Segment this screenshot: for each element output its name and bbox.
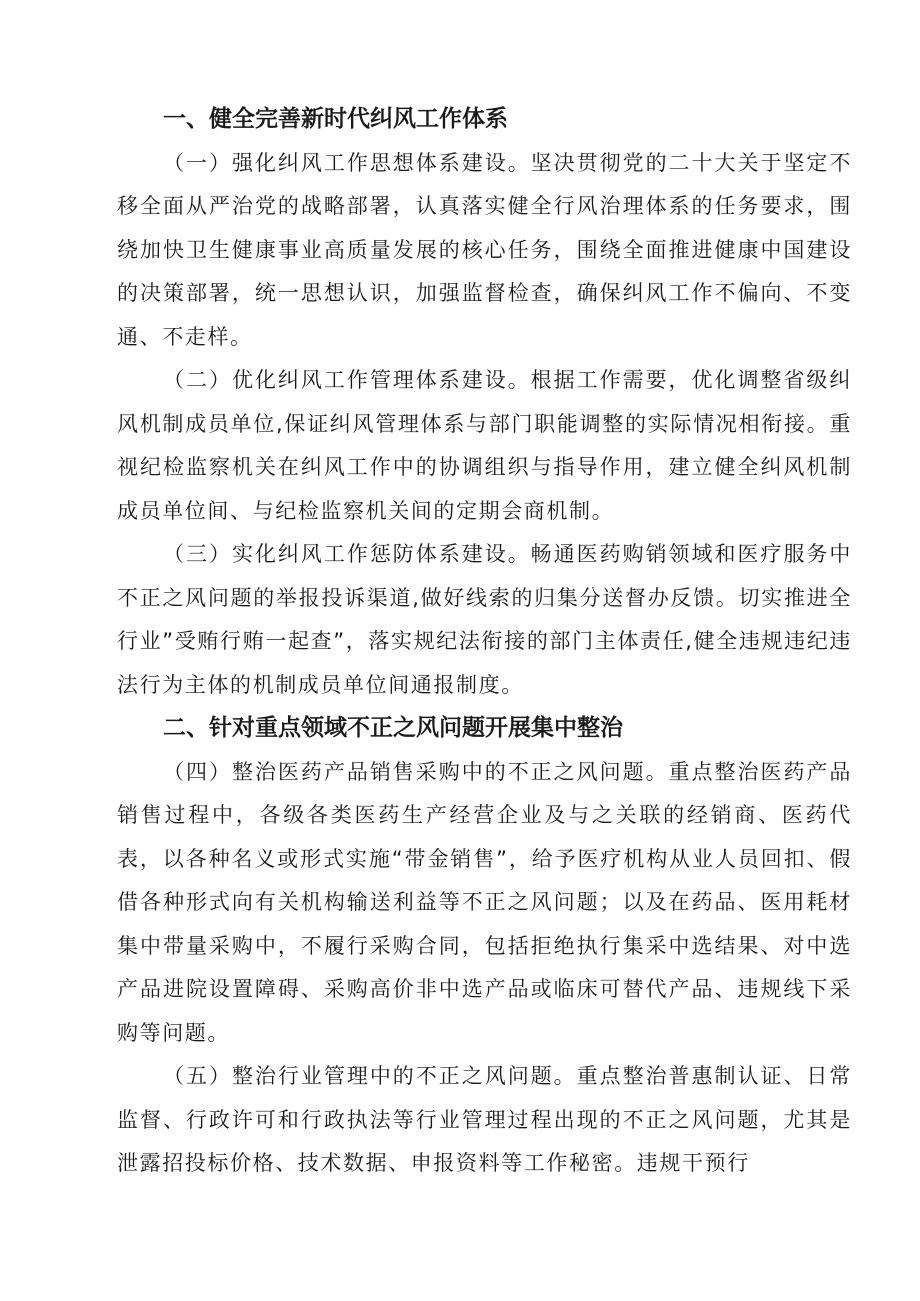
paragraph-1: （一）强化纠风工作思想体系建设。坚决贯彻党的二十大关于坚定不移全面从严治党的战略部署，认真落实健全行风治理体系的任务要求，围绕加快卫生健康事业高质量发展的核心任务，围绕全面推进健康中国建设的决策部署，统一思想认识，加强监督检查，确保纠风工作不偏向、不变通、不走样。 — [117, 150, 852, 349]
paragraph-5: （五）整治行业管理中的不正之风问题。重点整治普惠制认证、日常监督、行政许可和行政执法等行业管理过程出现的不正之风问题，尤其是泄露招投标价格、技术数据、申报资料等工作秘密。违规干预行 — [117, 1064, 852, 1175]
section-heading-2: 二、针对重点领域不正之风问题开展集中整治 — [163, 715, 623, 741]
paragraph-3: （三）实化纠风工作惩防体系建设。畅通医药购销领域和医疗服务中不正之风问题的举报投诉渠道,做好线索的归集分送督办反馈。切实推进全行业”受贿行贿一起查”，落实规纪法衔接的部门主体责任,健全违规违纪违法行为主体的机制成员单位间通报制度。 — [117, 542, 852, 697]
section-heading-1: 一、健全完善新时代纠风工作体系 — [163, 106, 508, 132]
document-body — [117, 98, 852, 1186]
paragraph-4: （四）整治医药产品销售采购中的不正之风问题。重点整治医药产品销售过程中，各级各类医药生产经营企业及与之关联的经销商、医药代表，以各种名义或形式实施“带金销售”，给予医疗机构从业人员回扣、假借各种形式向有关机构输送利益等不正之风问题；以及在药品、医用耗材集中带量采购中，不履行采购合同，包括拒绝执行集采中选结果、对中选产品进院设置障碍、采购高价非中选产品或临床可替代产品、违规线下采购等问题。 — [117, 759, 852, 1045]
paragraph-2: （二）优化纠风工作管理体系建设。根据工作需要，优化调整省级纠风机制成员单位,保证纠风管理体系与部门职能调整的实际情况相衔接。重视纪检监察机关在纠风工作中的协调组织与指导作用，建立健全纠风机制成员单位间、与纪检监察机关间的定期会商机制。 — [117, 368, 852, 523]
